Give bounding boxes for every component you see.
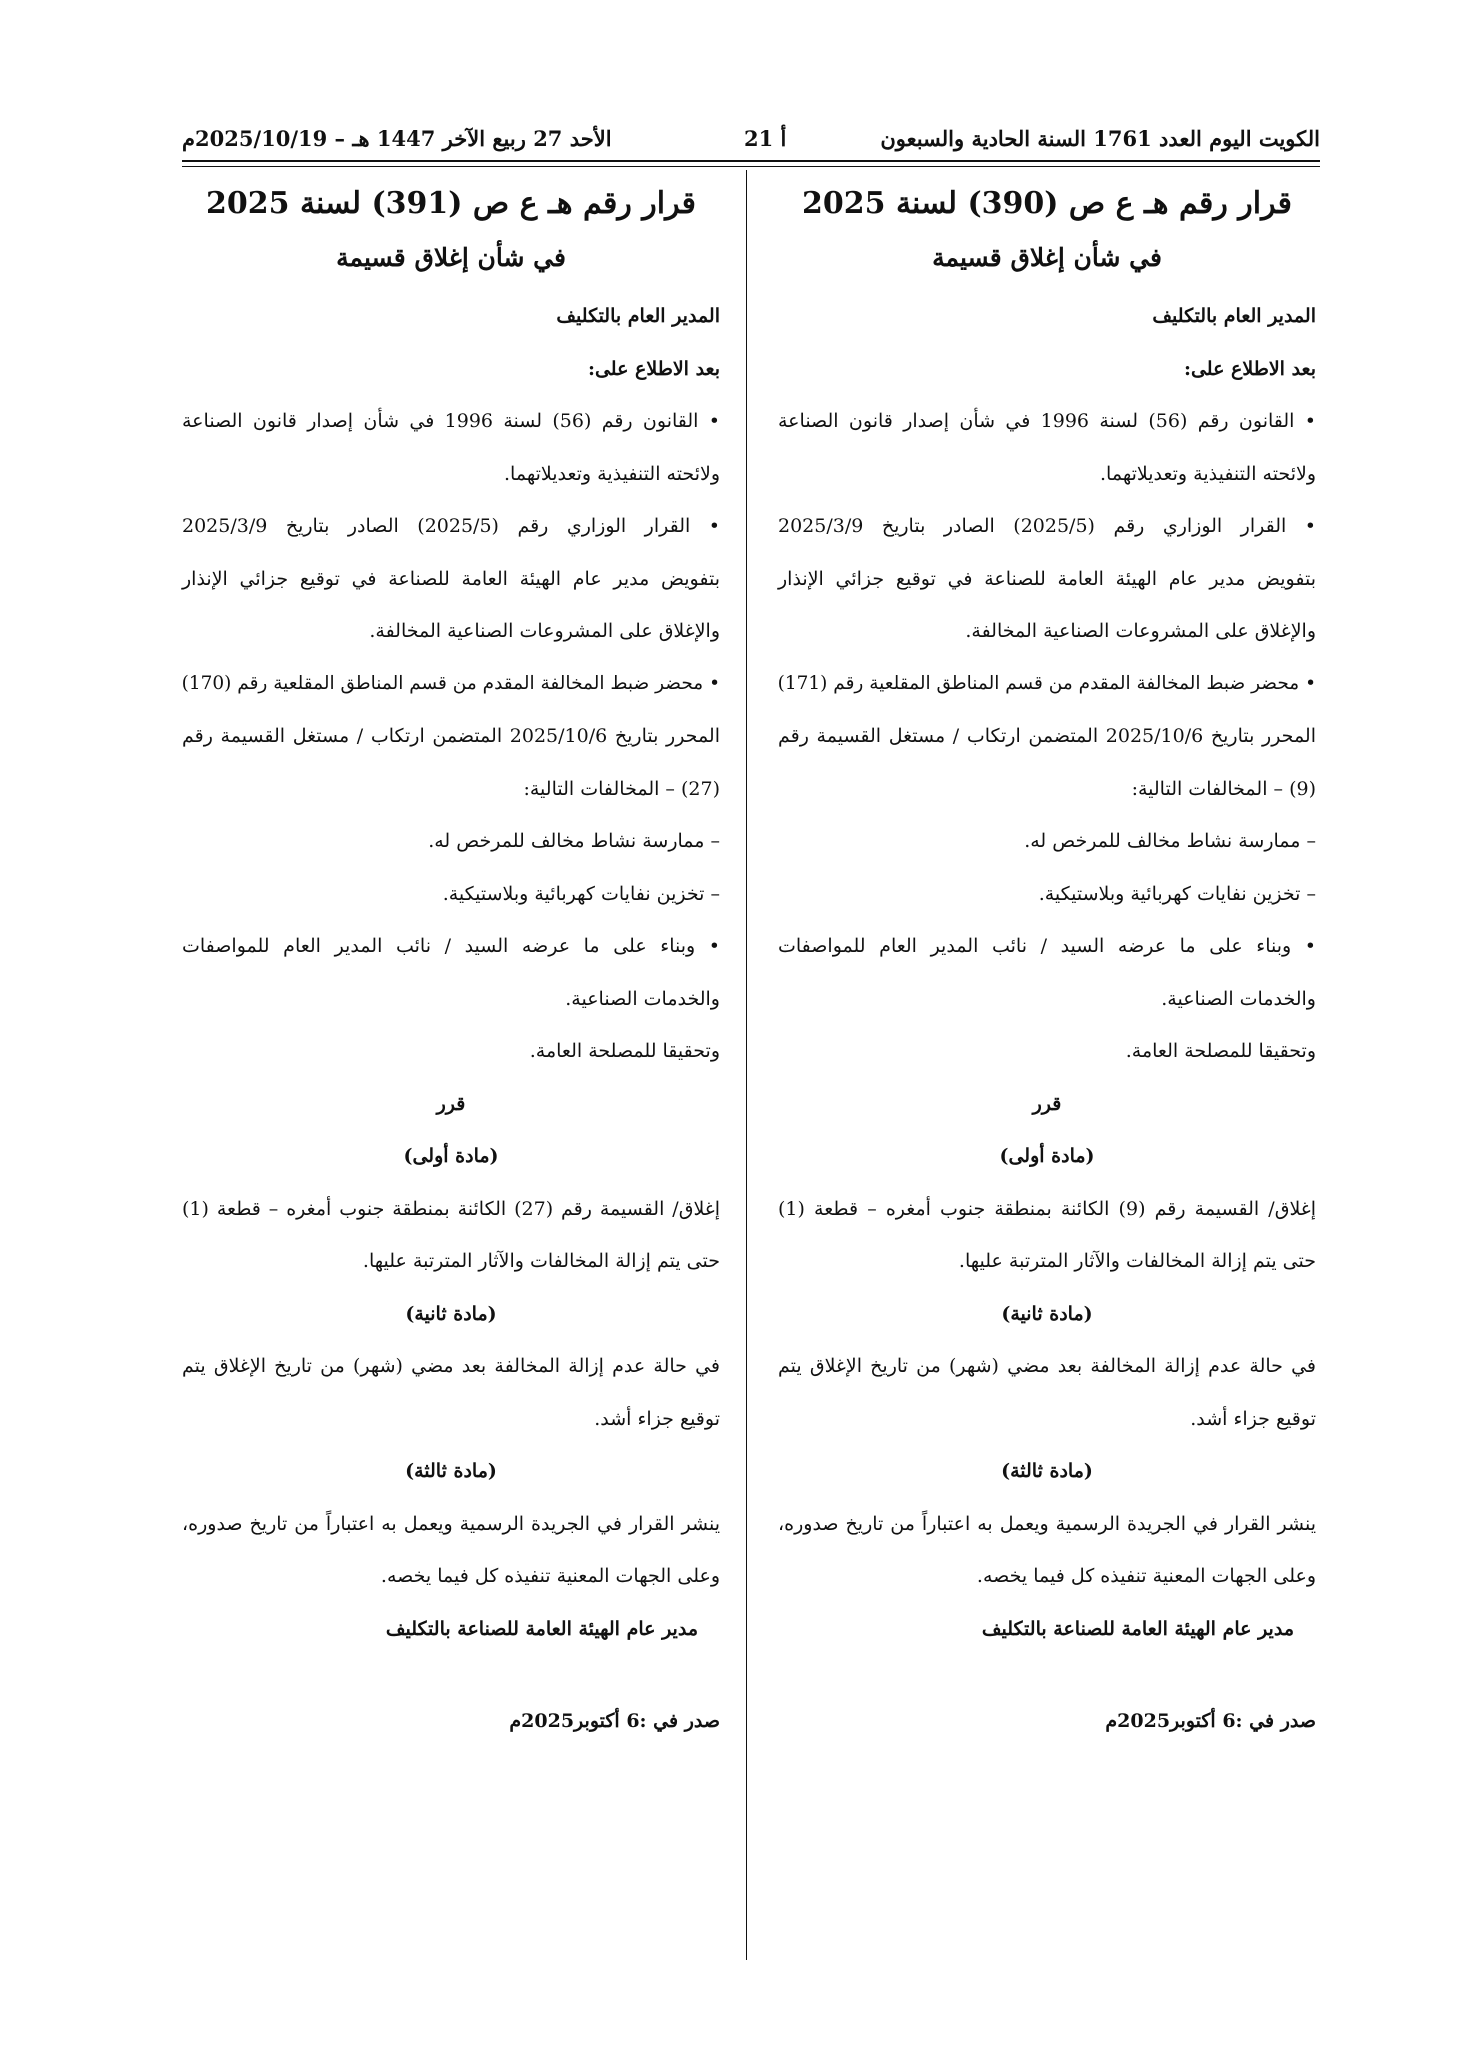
article-2-text: توقيع جزاء أشد.	[1190, 1407, 1316, 1430]
violation-report-line: (27) – المخالفات التالية:	[523, 777, 720, 800]
article-3-text: ينشر القرار في الجريدة الرسمية ويعمل به اعتباراً من تاريخ صدوره،	[182, 1512, 720, 1535]
law-reference-line: ولائحته التنفيذية وتعديلاتهما.	[504, 462, 720, 485]
header-page-number: أ 21	[744, 126, 787, 151]
article-2-title: (مادة ثانية)	[1001, 1302, 1093, 1325]
decision-title: قرار رقم هـ ع ص (390) لسنة 2025	[802, 186, 1292, 221]
ministerial-decision-line: • القرار الوزاري رقم (2025/5) الصادر بتاريخ 2025/3/9	[778, 515, 1316, 537]
article-3-text: ينشر القرار في الجريدة الرسمية ويعمل به اعتباراً من تاريخ صدوره،	[778, 1512, 1316, 1535]
violation-item: – تخزين نفايات كهربائية وبلاستيكية.	[442, 882, 720, 905]
running-header	[182, 122, 1320, 156]
violation-report-line: • محضر ضبط المخالفة المقدم من قسم المناطق المقلعية رقم (170)	[181, 672, 720, 694]
violation-report-line: • محضر ضبط المخالفة المقدم من قسم المناطق المقلعية رقم (171)	[777, 672, 1316, 694]
article-3-text: وعلى الجهات المعنية تنفيذه كل فيما يخصه.	[976, 1565, 1316, 1587]
violation-item: – ممارسة نشاط مخالف للمرخص له.	[428, 830, 720, 852]
decision-391-column	[182, 178, 720, 1748]
ministerial-decision-line: بتفويض مدير عام الهيئة العامة للصناعة في توقيع جزائي الإنذار	[182, 567, 720, 590]
article-2-text: في حالة عدم إزالة المخالفة بعد مضي (شهر) من تاريخ الإغلاق يتم	[778, 1355, 1316, 1377]
ministerial-decision-line: والإغلاق على المشروعات الصناعية المخالفة.	[369, 620, 720, 642]
decision-title: قرار رقم هـ ع ص (391) لسنة 2025	[206, 186, 696, 221]
presentation-line: • وبناء على ما عرضه السيد / نائب المدير العام للمواصفات	[182, 935, 720, 957]
authority-line: المدير العام بالتكليف	[556, 305, 720, 327]
article-3-text: وعلى الجهات المعنية تنفيذه كل فيما يخصه.	[380, 1565, 720, 1587]
article-1-text: إغلاق/ القسيمة رقم (9) الكائنة بمنطقة جنوب أمغره – قطعة (1)	[778, 1197, 1316, 1220]
violation-item: – ممارسة نشاط مخالف للمرخص له.	[1024, 830, 1316, 852]
header-rule-thin	[182, 166, 1320, 167]
violation-report-line: المحرر بتاريخ 2025/10/6 المتضمن ارتكاب / مستغل القسيمة رقم	[778, 725, 1316, 747]
article-1-text: إغلاق/ القسيمة رقم (27) الكائنة بمنطقة جنوب أمغره – قطعة (1)	[182, 1197, 720, 1220]
law-reference-line: • القانون رقم (56) لسنة 1996 في شأن إصدار قانون الصناعة	[778, 410, 1316, 432]
signature-line: مدير عام الهيئة العامة للصناعة بالتكليف	[981, 1617, 1294, 1640]
decided-heading: قرر	[1032, 1092, 1062, 1115]
after-review-line: بعد الاطلاع على:	[1183, 357, 1316, 380]
article-2-title: (مادة ثانية)	[405, 1302, 497, 1325]
article-1-text: حتى يتم إزالة المخالفات والآثار المترتبة عليها.	[958, 1250, 1316, 1272]
public-interest-line: وتحقيقا للمصلحة العامة.	[1125, 1040, 1316, 1062]
article-2-text: في حالة عدم إزالة المخالفة بعد مضي (شهر) من تاريخ الإغلاق يتم	[182, 1355, 720, 1377]
presentation-line: والخدمات الصناعية.	[1161, 987, 1316, 1010]
article-3-title: (مادة ثالثة)	[405, 1460, 497, 1482]
article-3-title: (مادة ثالثة)	[1001, 1460, 1093, 1482]
header-date: الأحد 27 ربيع الآخر 1447 هـ – 2025/10/19م	[182, 126, 612, 151]
column-divider	[746, 170, 747, 1960]
presentation-line: • وبناء على ما عرضه السيد / نائب المدير العام للمواصفات	[778, 935, 1316, 957]
issue-date-line: صدر في :6 أكتوبر2025م	[509, 1710, 720, 1732]
violation-report-line: المحرر بتاريخ 2025/10/6 المتضمن ارتكاب / مستغل القسيمة رقم	[182, 725, 720, 747]
presentation-line: والخدمات الصناعية.	[565, 987, 720, 1010]
ministerial-decision-line: • القرار الوزاري رقم (2025/5) الصادر بتاريخ 2025/3/9	[182, 515, 720, 537]
article-1-title: (مادة أولى)	[403, 1145, 499, 1167]
violation-item: – تخزين نفايات كهربائية وبلاستيكية.	[1038, 882, 1316, 905]
law-reference-line: ولائحته التنفيذية وتعديلاتهما.	[1100, 462, 1316, 485]
ministerial-decision-line: والإغلاق على المشروعات الصناعية المخالفة.	[965, 620, 1316, 642]
public-interest-line: وتحقيقا للمصلحة العامة.	[529, 1040, 720, 1062]
violation-report-line: (9) – المخالفات التالية:	[1131, 777, 1316, 800]
decision-subtitle: في شأن إغلاق قسيمة	[932, 243, 1162, 272]
decided-heading: قرر	[436, 1092, 466, 1115]
header-rule-thick	[182, 160, 1320, 162]
after-review-line: بعد الاطلاع على:	[587, 357, 720, 380]
decision-390-column	[778, 178, 1316, 1748]
law-reference-line: • القانون رقم (56) لسنة 1996 في شأن إصدار قانون الصناعة	[182, 410, 720, 432]
article-1-title: (مادة أولى)	[999, 1145, 1095, 1167]
header-issue-info: الكويت اليوم العدد 1761 السنة الحادية والسبعون	[880, 126, 1320, 151]
ministerial-decision-line: بتفويض مدير عام الهيئة العامة للصناعة في توقيع جزائي الإنذار	[778, 567, 1316, 590]
article-1-text: حتى يتم إزالة المخالفات والآثار المترتبة عليها.	[362, 1250, 720, 1272]
signature-line: مدير عام الهيئة العامة للصناعة بالتكليف	[385, 1617, 698, 1640]
decision-subtitle: في شأن إغلاق قسيمة	[336, 243, 566, 272]
article-2-text: توقيع جزاء أشد.	[594, 1407, 720, 1430]
issue-date-line: صدر في :6 أكتوبر2025م	[1105, 1710, 1316, 1732]
authority-line: المدير العام بالتكليف	[1152, 305, 1316, 327]
